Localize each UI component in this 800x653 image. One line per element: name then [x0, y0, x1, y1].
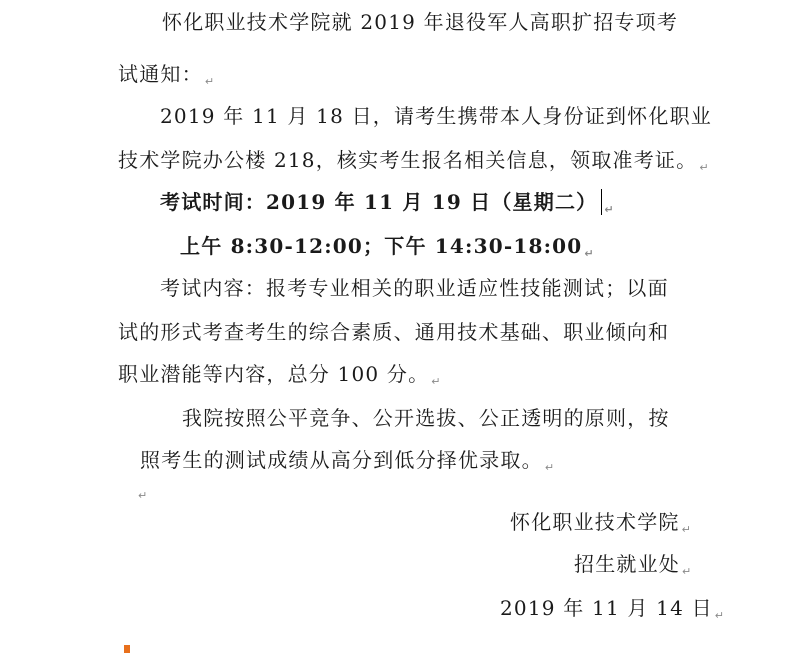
exam-hours-line: 上午 8:30-12:00；下午 14:30-18:00 $_↵$: [180, 234, 594, 260]
paragraph-mark-icon: ↵: [138, 489, 148, 502]
exam-content-line-2: 试的形式考查考生的综合素质、通用技术基础、职业倾向和: [118, 320, 670, 344]
paragraph-mark-icon: ↵: [714, 609, 725, 622]
paragraph-mark-icon: ↵: [544, 461, 555, 474]
exam-content-line-3: 职业潜能等内容，总分 100 分。 $_↵$: [118, 362, 441, 388]
empty-paragraph: [136, 474, 147, 510]
paragraph-mark-icon: ↵: [584, 247, 594, 260]
signature-department: 招生就业处 $_↵$: [574, 552, 692, 578]
principle-line-2: 照考生的测试成绩从高分到低分择优录取。 $_↵$: [140, 448, 555, 474]
paragraph-mark-icon: ↵: [431, 375, 441, 388]
title-line-1: 怀化职业技术学院就 2019 年退役军人高职扩招专项考: [162, 10, 679, 34]
paragraph-mark-icon: ↵: [204, 75, 215, 88]
paragraph-1-line-1: 2019 年 11 月 18 日，请考生携带本人身份证到怀化职业: [160, 104, 712, 128]
page-corner-marker: [124, 645, 130, 653]
exam-content-line-1: 考试内容：报考专业相关的职业适应性技能测试；以面: [160, 276, 669, 300]
title-line-2: 试通知： $_↵$: [118, 62, 215, 88]
paragraph-mark-icon: ↵: [604, 203, 614, 216]
paragraph-mark-icon: ↵: [699, 161, 709, 174]
signature-date: 2019 年 11 月 14 日 $_↵$: [500, 596, 725, 622]
text-cursor: [601, 189, 602, 215]
paragraph-mark-icon: ↵: [681, 523, 691, 536]
exam-time-line: 考试时间：2019 年 11 月 19 日（星期二） $_↵$: [160, 190, 614, 216]
principle-line-1: 我院按照公平竞争、公开选拔、公正透明的原则，按: [182, 406, 670, 430]
signature-organization: 怀化职业技术学院 $_↵$: [510, 510, 691, 536]
paragraph-1-line-2: 技术学院办公楼 218，核实考生报名相关信息，领取准考证。 $_↵$: [118, 148, 709, 174]
paragraph-mark-icon: ↵: [682, 565, 692, 578]
